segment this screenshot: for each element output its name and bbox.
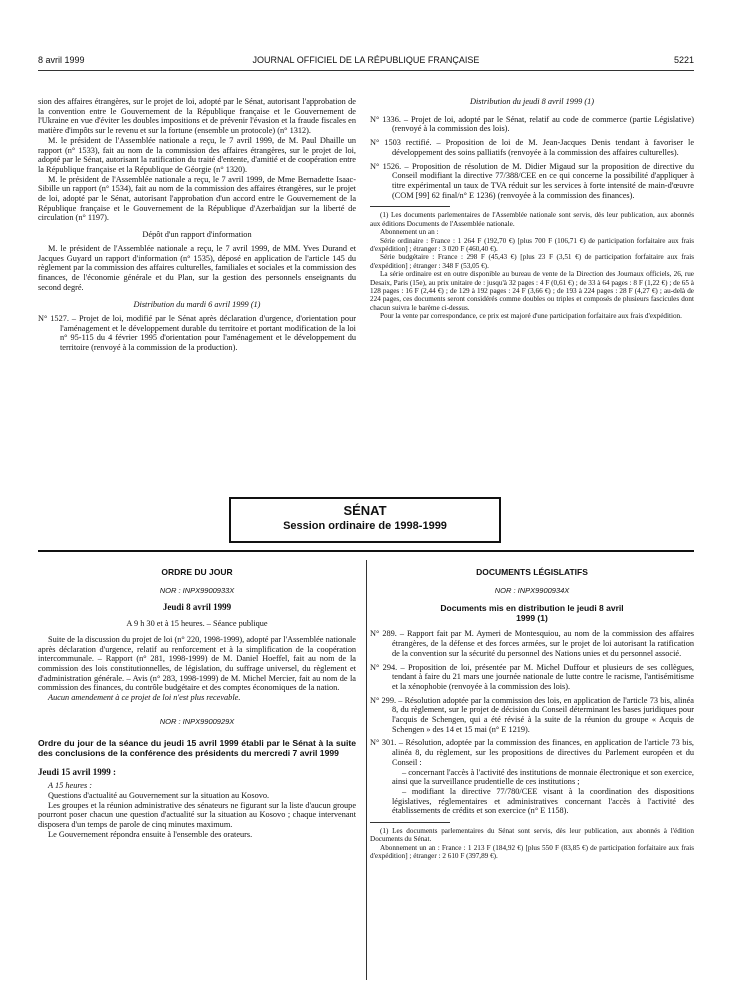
document-item: N° 1336. – Projet de loi, adopté par le Sénat, relatif au code de commerce (partie Législative) (renvoyé à la commission des lois). xyxy=(370,114,694,134)
session-time: A 9 h 30 et à 15 heures. – Séance publique xyxy=(126,619,268,629)
section-heading: Dépôt d'un rapport d'information xyxy=(142,230,252,240)
bottom-left-column xyxy=(38,568,356,839)
journal-title: JOURNAL OFFICIEL DE LA RÉPUBLIQUE FRANÇAISE xyxy=(252,55,480,65)
senat-title: SÉNAT xyxy=(343,503,387,518)
section-rule xyxy=(38,550,694,552)
page-number: 5221 xyxy=(673,55,694,65)
footnote-text: Pour la vente par correspondance, ce prix est majoré d'une participation forfaitaire aux frais d'expédition. xyxy=(380,312,682,321)
nor-reference: NOR : INPX9900933X xyxy=(159,585,235,595)
footnote-rule xyxy=(370,822,450,823)
paragraph: sion des affaires étrangères, sur le projet de loi, adopté par le Sénat, autorisant l'approbation de la convention entre le Gouvernement de la République française et le Gouvernement de l'Ukraine en vue d'éviter les doubles impositions et de prévenir l'évasion et la fraude fiscales en matière d'impôts sur le revenu et sur la fortune (ensemble un protocole) (n° 1312). xyxy=(38,97,356,136)
session-time: A 15 heures : xyxy=(48,781,93,791)
paragraph: Les groupes et la réunion administrative des sénateurs ne figurant sur la liste d'aucun groupe pourront poser chacun une question d'actualité sur la situation au Kosovo ; chaque intervenant disposera d'un temps de parole de cinq minutes maximum. xyxy=(38,800,356,829)
footnote-text: (1) Les documents parlementaires de l'Assemblée nationale sont servis, dès leur publication, aux abonnés aux éditions Documents de l'Assemblée nationale. xyxy=(370,211,694,228)
session-date: Jeudi 15 avril 1999 : xyxy=(38,767,116,778)
footnote-text: Série ordinaire : France : 1 264 F (192,70 €) [plus 700 F (106,71 €) de participation forfaitaire aux frais d'expédition] ; étranger : 3 020 F (460,40 €). xyxy=(370,236,694,253)
paragraph: Aucun amendement à ce projet de loi n'est plus recevable. xyxy=(48,693,241,703)
agenda-heading: Ordre du jour de la séance du jeudi 15 avril 1999 établi par le Sénat à la suite des conclusions de la conférence des présidents du mercredi 7 avril 1999 xyxy=(38,738,356,759)
paragraph: M. le président de l'Assemblée nationale a reçu, le 7 avril 1999, de MM. Yves Durand et Jacques Guyard un rapport d'information (n° 1535), déposé en application de l'article 145 du règlement par la commission des affaires culturelles, familiales et sociales et la commission des finances, de l'économie générale et du Plan, sur la gestion des personnels enseignants du second degré. xyxy=(38,243,356,292)
document-item: N° 301. – Résolution, adoptée par la commission des finances, en application de l'article 73 bis, alinéa 8, du règlement, sur les propositions de directives du Parlement européen et du Conseil : xyxy=(370,738,694,767)
section-heading: DOCUMENTS LÉGISLATIFS xyxy=(476,567,588,577)
footnote-text: Abonnement un an : xyxy=(380,228,439,237)
footnote-text: La série ordinaire est en outre disponible au bureau de vente de la Direction des Journaux officiels, 26, rue Desaix, Paris (15e), au prix unitaire de : jusqu'à 32 pages : 4 F (0,61 €) ; de 33 à 64 pages : 8 F (1,22 €) ; de 65 à 128 pages : 16 F (2,44 €) ; de 129 à 192 pages : 24 F (3,66 €) ; de 193 à 224 pages : 28 F (4,27 €) ; au-delà de 224 pages, ces documents seront considérés comme doubles ou triples et composés de plusieurs fascicules dont chacun suivra le barème ci-dessus. xyxy=(370,270,694,312)
bottom-right-column xyxy=(370,568,694,861)
footnote xyxy=(370,211,694,320)
footnote xyxy=(370,827,694,861)
page-header xyxy=(38,55,694,69)
document-item: N° 1527. – Projet de loi, modifié par le Sénat après déclaration d'urgence, d'orientation pour l'aménagement et le développement durable du territoire et portant modification de la loi n° 95-115 du 4 février 1995 d'orientation pour l'aménagement et le développement du territoire (renvoyé à la commission de la production). xyxy=(38,314,356,353)
footnote-text: (1) Les documents parlementaires du Sénat sont servis, dès leur publication, aux abonnés à l'édition Documents du Sénat. xyxy=(370,827,694,844)
document-item: N° 299. – Résolution adoptée par la commission des lois, en application de l'article 73 bis, alinéa 8, du règlement, sur le projet de décision du Conseil déterminant les bases juridiques pour l'acquis de Schengen, qui a été révisé à la suite de la réunion du groupe « Acquis de Schengen » des 14 et 15 mai (n° E 1219). xyxy=(370,695,694,734)
distribution-heading: Distribution du mardi 6 avril 1999 (1) xyxy=(133,300,261,310)
paragraph: Le Gouvernement répondra ensuite à l'ensemble des orateurs. xyxy=(48,829,253,839)
document-item: N° 1526. – Proposition de résolution de M. Didier Migaud sur la proposition de directive du Conseil modifiant la directive 77/388/CEE en ce qui concerne la possibilité d'appliquer à titre expérimental un taux de TVA réduit sur les services à forte intensité de main-d'œuvre (COM [99] 62 final/n° E 1236) (renvoyée à la commission des finances). xyxy=(370,161,694,200)
senat-title-box xyxy=(229,497,501,543)
session-subtitle: Session ordinaire de 1998-1999 xyxy=(283,520,447,532)
footnote-rule xyxy=(370,206,450,207)
distribution-heading: Distribution du jeudi 8 avril 1999 (1) xyxy=(470,97,594,106)
top-right-column xyxy=(370,97,694,321)
top-left-column xyxy=(38,97,356,357)
header-rule xyxy=(38,70,694,71)
nor-reference: NOR : INPX9900934X xyxy=(494,585,570,595)
sub-item: – concernant l'accès à l'activité des institutions de monnaie électronique et son exercice, ainsi que la surveillance prudentielle de ces institutions ; xyxy=(392,767,694,787)
document-item: N° 1503 rectifié. – Proposition de loi de M. Jean-Jacques Denis tendant à favoriser le développement des soins palliatifs (renvoyée à la commission des affaires culturelles). xyxy=(370,138,694,157)
paragraph: M. le président de l'Assemblée nationale a reçu, le 7 avril 1999, de Mme Bernadette Isaac-Sibille un rapport (n° 1534), fait au nom de la commission des affaires étrangères, sur le projet de loi, adopté par le Sénat, autorisant l'approbation d'un accord entre le Gouvernement de la République française et le Gouvernement de la République d'Azerbaïdjan sur la liberté de circulation (n° 1197). xyxy=(38,174,356,223)
document-item: N° 289. – Rapport fait par M. Aymeri de Montesquiou, au nom de la commission des affaires étrangères, de la défense et des forces armées, sur le projet de loi autorisant la ratification de la convention sur la sécurité du personnel des Nations unies et du personnel associé. xyxy=(370,629,694,658)
paragraph: Suite de la discussion du projet de loi (n° 220, 1998-1999), adopté par l'Assemblée nationale après déclaration d'urgence, relatif au renforcement et à la simplification de la coopération intercommunale. – Rapport (n° 281, 1998-1999) de M. Daniel Hoeffel, fait au nom de la commission des lois constitutionnelles, de législation, du suffrage universel, du règlement et d'administration générale. – Avis (n° 283, 1998-1999) de M. Michel Mercier, fait au nom de la commission des finances, du contrôle budgétaire et des comptes économiques de la nation. xyxy=(38,634,356,693)
session-date: Jeudi 8 avril 1999 xyxy=(162,602,232,613)
paragraph: Questions d'actualité au Gouvernement sur la situation au Kosovo. xyxy=(48,790,270,800)
nor-reference: NOR : INPX9900929X xyxy=(159,716,235,726)
distribution-heading: Documents mis en distribution le jeudi 8 avril 1999 (1) xyxy=(440,603,624,624)
issue-date: 8 avril 1999 xyxy=(38,55,85,65)
footnote-text: Abonnement un an : France : 1 213 F (184,92 €) [plus 550 F (83,85 €) de participation forfaitaire aux frais d'expédition] ; étranger : 2 610 F (397,89 €). xyxy=(370,843,694,861)
document-item: N° 294. – Proposition de loi, présentée par M. Michel Duffour et plusieurs de ses collègues, tendant à faire du 21 mars une journée nationale de lutte contre le racisme, l'antisémitisme et la xénophobie (renvoyée à la commission des lois). xyxy=(370,662,694,691)
paragraph: M. le président de l'Assemblée nationale a reçu, le 7 avril 1999, de M. Paul Dhaille un rapport (n° 1533), fait au nom de la commission des affaires étrangères, sur le projet de loi, adopté par le Sénat, autorisant la ratification du traité d'entente, d'amitié et de coopération entre la République française et la République de Géorgie (n° 1320). xyxy=(38,135,356,174)
section-heading: ORDRE DU JOUR xyxy=(161,567,233,577)
footnote-text: Série budgétaire : France : 298 F (45,43 €) [plus 23 F (3,51 €) de participation forfaitaire aux frais d'expédition] ; étranger : 348 F (53,05 €). xyxy=(370,253,694,270)
sub-item: – modifiant la directive 77/780/CEE visant à la coordination des dispositions législatives, réglementaires et administratives concernant l'accès à l'activité des établissements de crédits et son exercice (n° E 1158). xyxy=(392,786,694,816)
column-divider xyxy=(366,560,367,980)
